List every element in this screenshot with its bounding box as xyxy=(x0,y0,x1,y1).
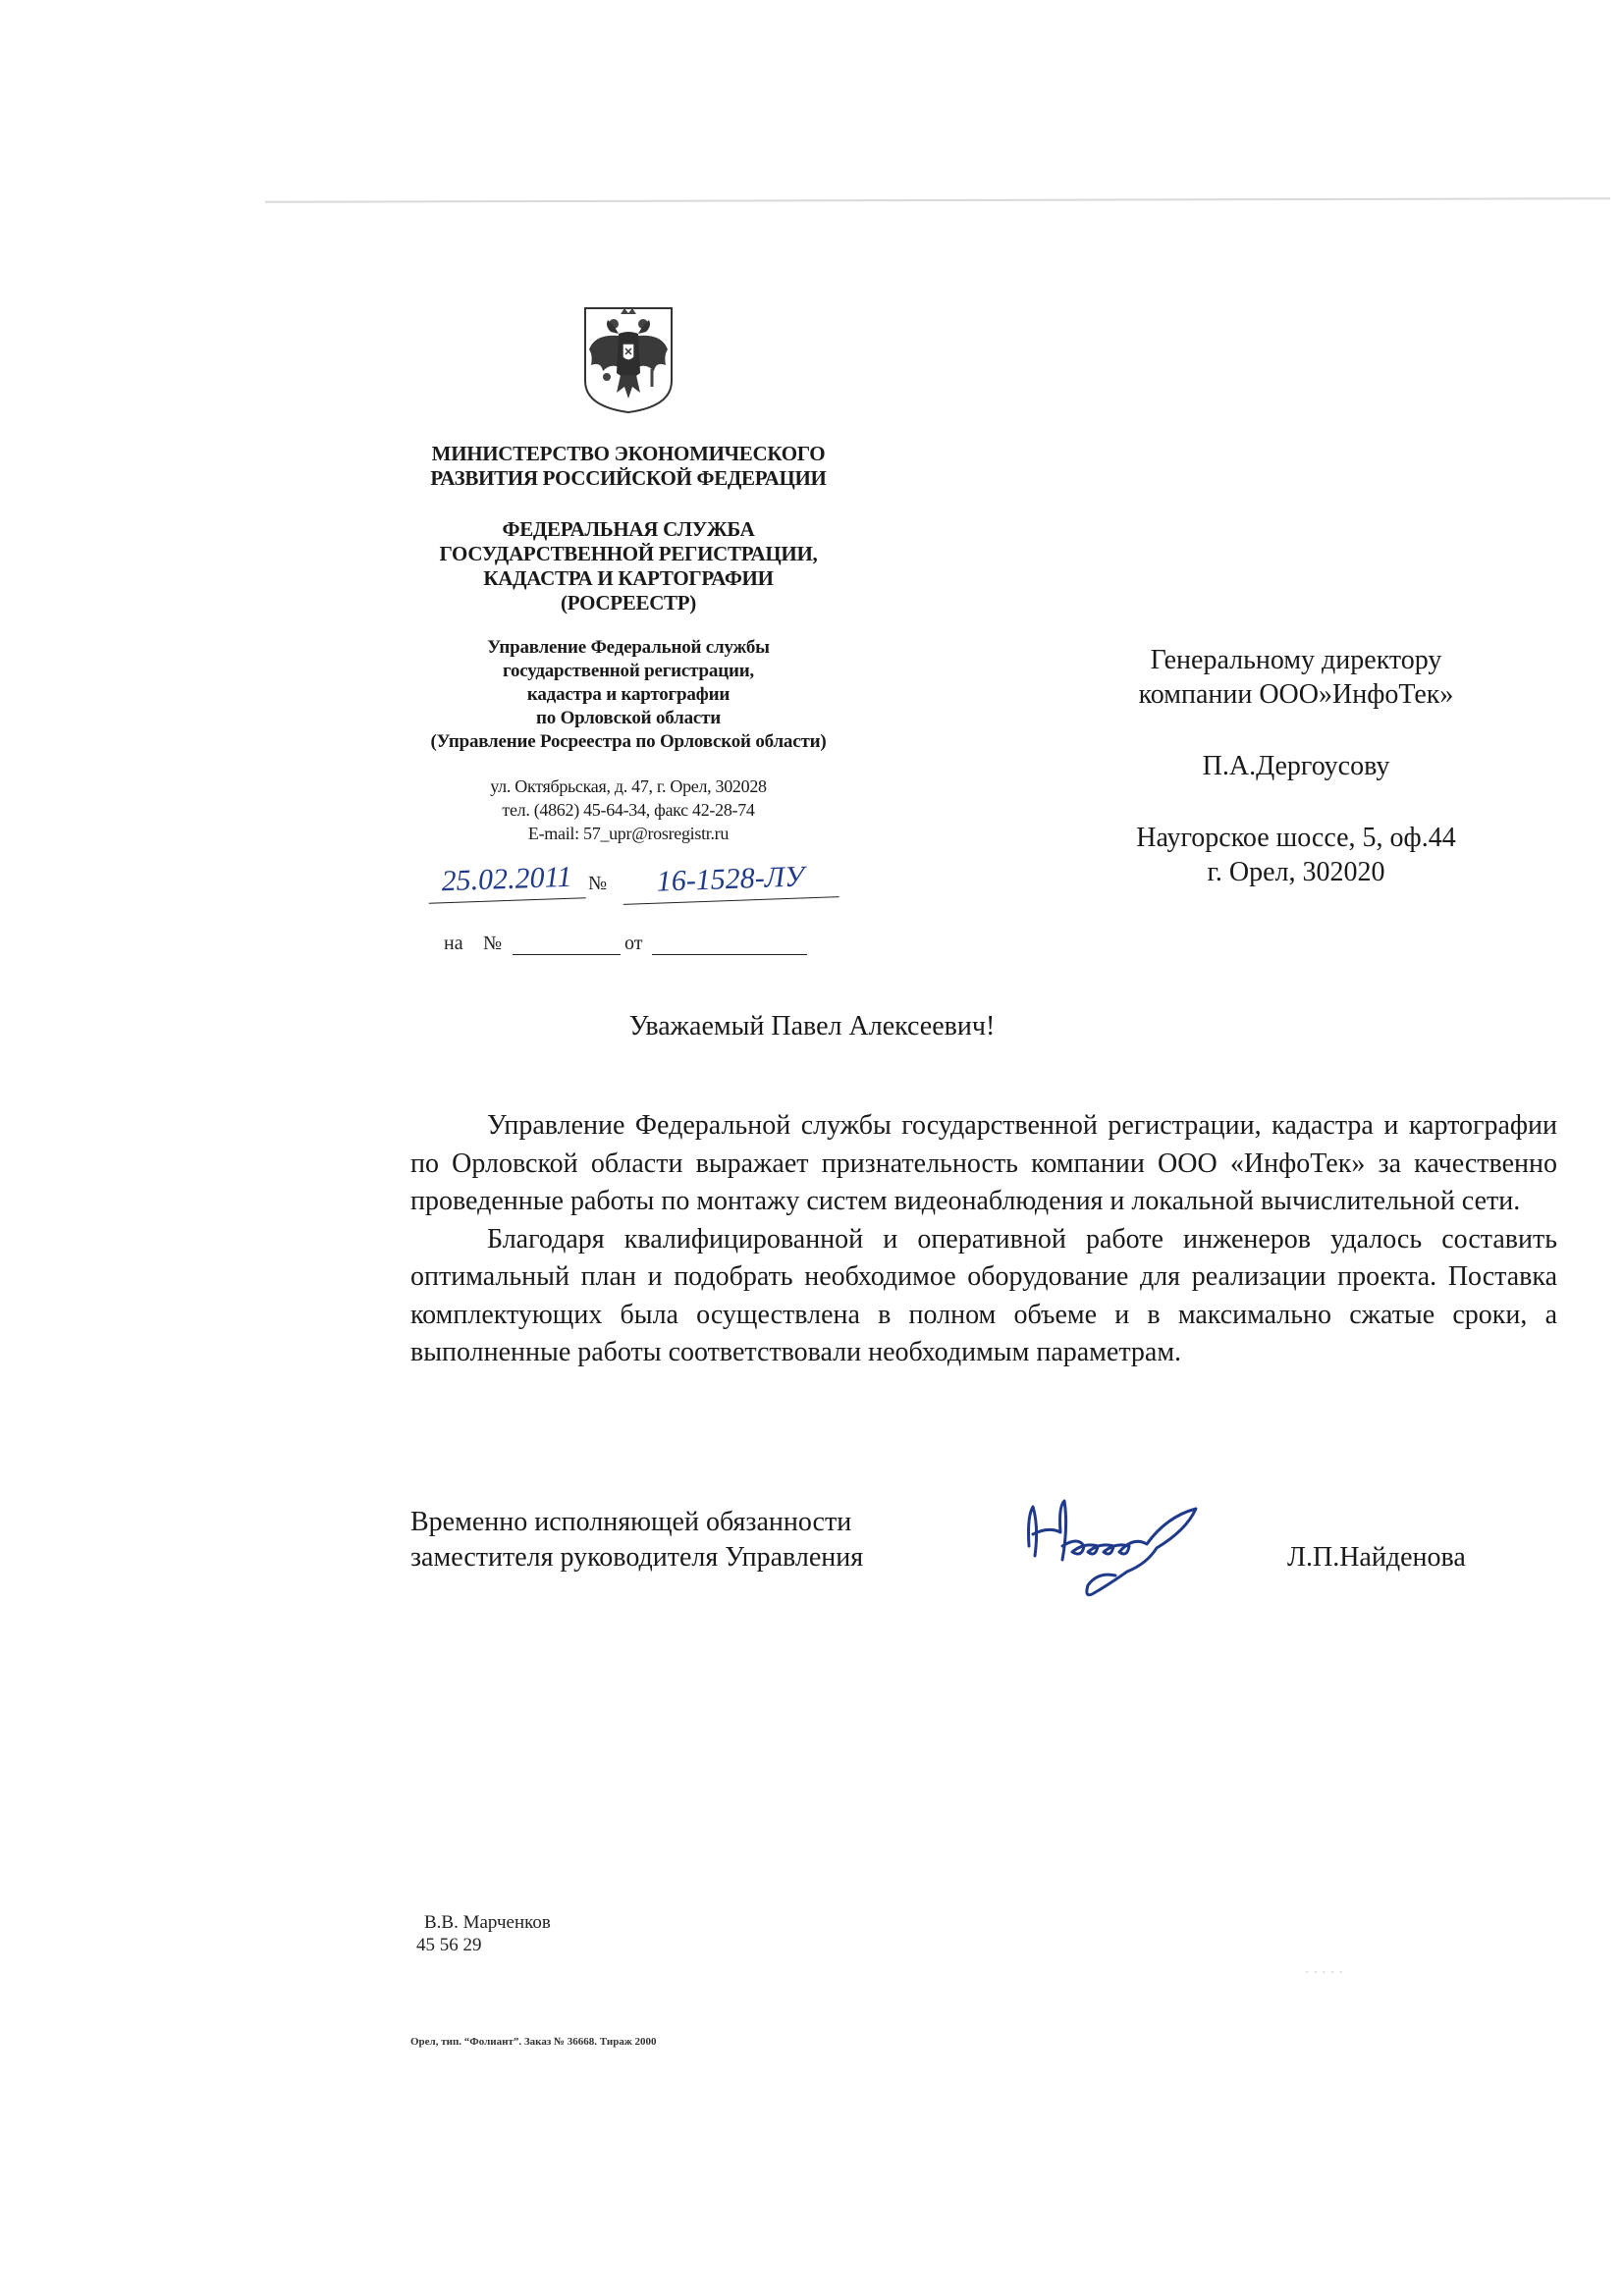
service-name: ФЕДЕРАЛЬНАЯ СЛУЖБА ГОСУДАРСТВЕННОЙ РЕГИСТРАЦИИ, КАДАСТРА И КАРТОГРАФИИ (РОСРЕЕСТР) xyxy=(439,517,818,614)
sender-email: E-mail: 57_upr@rosregistr.ru xyxy=(527,824,730,843)
coat-of-arms-icon xyxy=(581,304,676,414)
registration-number-sign: № xyxy=(588,873,608,894)
reference-line xyxy=(444,933,817,962)
sender-phone: тел. (4862) 45-64-34, факс 42-28-74 xyxy=(502,800,755,820)
reference-date-blank xyxy=(652,954,807,955)
signatory-position: Временно исполняющей обязанности заместителя руководителя Управления xyxy=(410,1507,864,1573)
letter-body xyxy=(410,1107,1557,1372)
signatory-name: Л.П.Найденова xyxy=(1287,1542,1466,1573)
executor-block xyxy=(416,1911,551,1956)
reference-number-blank xyxy=(513,954,621,955)
printer-note: Орел, тип. “Фолиант”. Заказ № 36668. Тираж 2000 xyxy=(410,2036,657,2048)
addressee-city: г. Орел, 302020 xyxy=(1207,857,1385,887)
registration-number: 16-1528-ЛУ xyxy=(622,855,839,905)
addressee-title: Генеральному директору компании ООО»ИнфоТек» xyxy=(1138,645,1454,710)
signature-block xyxy=(410,1505,1557,1623)
registration-line xyxy=(428,859,880,906)
letterhead xyxy=(373,304,884,845)
faint-stamp-mark: ᐧᐧᐧᐧᐧ xyxy=(1304,1962,1347,1987)
body-paragraph: Благодаря квалифицированной и оперативной работе инженеров удалось составить оптимальный план и подобрать необходимое оборудование для реализации проекта. Поставка комплектующих была осуществлена в полном объеме и в максимально сжатые сроки, а выполненные работы соответствовали необходимым параметрам. xyxy=(410,1223,1557,1367)
executor-name: В.В. Марченков xyxy=(424,1912,551,1933)
handwritten-signature xyxy=(1000,1487,1225,1605)
reference-number-sign: № xyxy=(483,933,503,954)
executor-phone: 45 56 29 xyxy=(416,1935,482,1955)
reference-na-label: на xyxy=(444,933,463,954)
reference-ot-label: от xyxy=(624,933,643,954)
addressee-street: Наугорское шоссе, 5, оф.44 xyxy=(1136,823,1456,853)
registration-date: 25.02.2011 xyxy=(427,856,585,904)
department-name: Управление Федеральной службы государственной регистрации, кадастра и картографии по Орловской области (Управление Росреестра по Орловской области) xyxy=(430,637,827,752)
body-paragraph: Управление Федеральной службы государственной регистрации, кадастра и картографии по Орловской области выражает признательность компании ООО «ИнфоТек» за качественно проведенные работы по монтажу систем видеонаблюдения и локальной вычислительной сети. xyxy=(410,1110,1557,1216)
scan-edge-line xyxy=(265,197,1610,203)
addressee-block xyxy=(1100,643,1492,889)
addressee-name: П.А.Дергоусову xyxy=(1202,751,1390,781)
salutation: Уважаемый Павел Алексеевич! xyxy=(628,1011,996,1041)
ministry-name: МИНИСТЕРСТВО ЭКОНОМИЧЕСКОГО РАЗВИТИЯ РОССИЙСКОЙ ФЕДЕРАЦИИ xyxy=(430,442,827,490)
sender-address: ул. Октябрьская, д. 47, г. Орел, 302028 xyxy=(490,776,767,796)
contact-block xyxy=(373,774,884,845)
